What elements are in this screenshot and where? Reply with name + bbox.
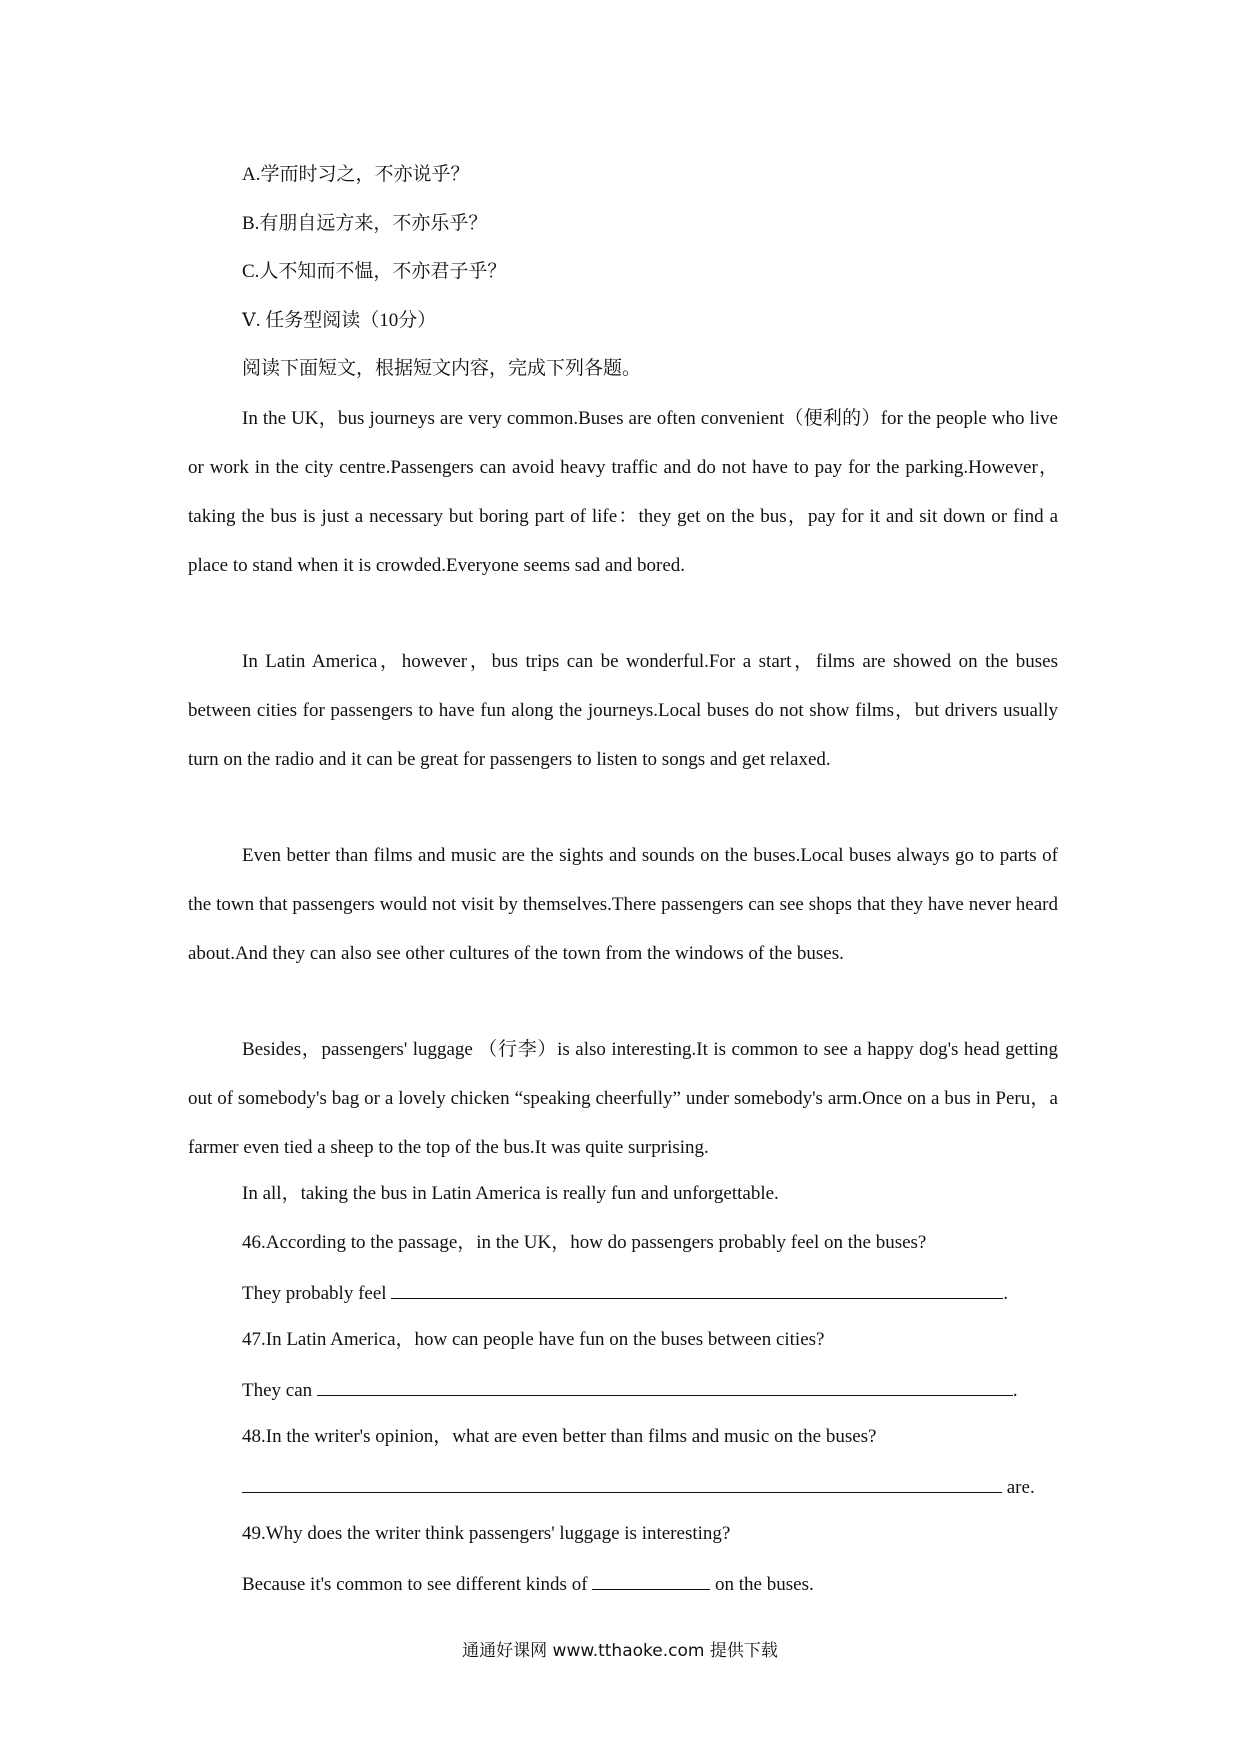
option-a: A.学而时习之，不亦说乎？ xyxy=(242,164,470,185)
answer-47-blank[interactable] xyxy=(317,1377,1013,1396)
answer-46-prefix: They probably feel xyxy=(242,1283,387,1304)
option-c: C.人不知而不愠，不亦君子乎？ xyxy=(242,261,507,282)
answer-47-period: . xyxy=(1012,1380,1018,1401)
answer-46-period: . xyxy=(1003,1283,1009,1304)
answer-46 xyxy=(242,1280,1008,1306)
answer-49-blank[interactable] xyxy=(592,1571,710,1590)
question-48: 48.In the writer's opinion，what are even better than films and music on the buses? xyxy=(242,1426,877,1447)
answer-49 xyxy=(242,1571,814,1597)
answer-49-suffix: on the buses. xyxy=(715,1574,814,1595)
passage-paragraph-2: In Latin America，however，bus trips can be wonderful.For a start，films are showed on the buses between cities for passengers to have fun along the journeys.Local buses do not show films，but drivers usually turn on the radio and it can be great for passengers to listen to songs and get relaxed. xyxy=(188,651,1058,770)
page-footer: 通通好课网 www.tthaoke.com 提供下载 xyxy=(462,1641,778,1661)
answer-47-prefix: They can xyxy=(242,1380,313,1401)
passage-paragraph-3: Even better than films and music are the sights and sounds on the buses.Local buses always go to parts of the town that passengers would not visit by themselves.There passengers can see shops that they have never heard about.And they can also see other cultures of the town from the windows of the buses. xyxy=(188,845,1058,964)
passage-paragraph-4: Besides，passengers' luggage （行李）is also interesting.It is common to see a happy dog's head getting out of somebody's bag or a lovely chicken “speaking cheerfully” under somebody's arm.Once on a bus in Peru，a farmer even tied a sheep to the top of the bus.It was quite surprising. xyxy=(188,1039,1058,1158)
passage-conclusion: In all，taking the bus in Latin America is really fun and unforgettable. xyxy=(242,1183,779,1204)
section-title: Ⅴ. 任务型阅读（10分） xyxy=(242,310,437,331)
question-49: 49.Why does the writer think passengers' luggage is interesting? xyxy=(242,1523,731,1544)
question-46: 46.According to the passage，in the UK，how do passengers probably feel on the buses? xyxy=(242,1232,927,1253)
question-47: 47.In Latin America，how can people have fun on the buses between cities? xyxy=(242,1329,825,1350)
answer-47 xyxy=(242,1377,1018,1403)
answer-49-prefix: Because it's common to see different kinds of xyxy=(242,1574,588,1595)
answer-48 xyxy=(242,1474,1035,1500)
answer-48-suffix: are. xyxy=(1006,1477,1035,1498)
passage-paragraph-1: In the UK，bus journeys are very common.Buses are often convenient（便利的）for the people who live or work in the city centre.Passengers can avoid heavy traffic and do not have to pay for the parking.However，taking the bus is just a necessary but boring part of life：they get on the bus，pay for it and sit down or find a place to stand when it is crowded.Everyone seems sad and bored. xyxy=(188,408,1058,576)
option-b: B.有朋自远方来，不亦乐乎？ xyxy=(242,213,488,234)
answer-46-blank[interactable] xyxy=(391,1280,1003,1299)
answer-48-blank[interactable] xyxy=(242,1474,1002,1493)
section-instruction: 阅读下面短文，根据短文内容，完成下列各题。 xyxy=(242,358,642,379)
